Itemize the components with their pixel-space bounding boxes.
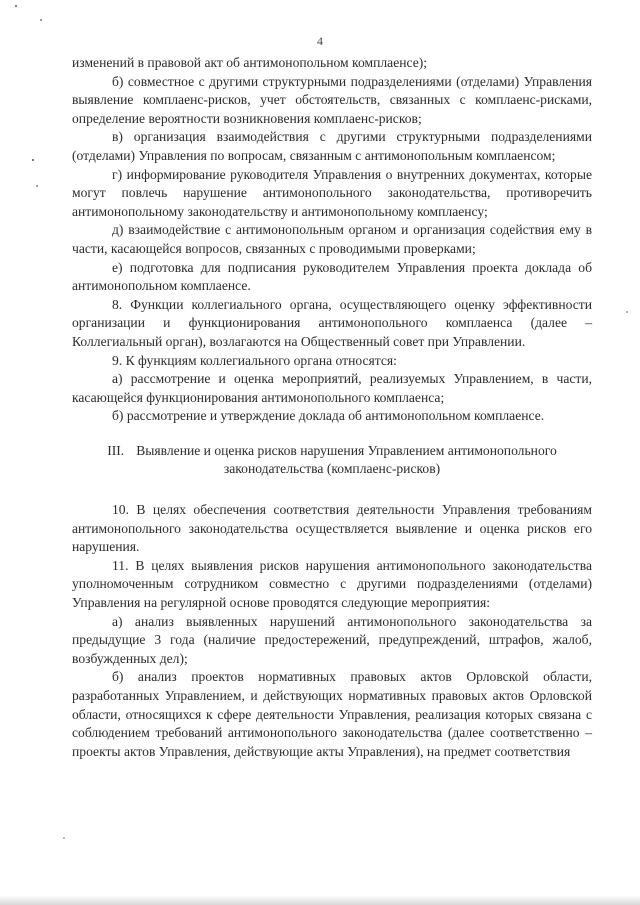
page-number: 4 <box>317 34 323 48</box>
paragraph: 11. В целях выявления рисков нарушения антимонопольного законодательства уполномоченным сотрудником совместно с другими подразделениями (отделами) Управления на регулярной основе проводятся следующие мероприятия: <box>72 557 592 611</box>
paragraph: изменений в правовой акт об антимонопольном комплаенсе); <box>72 55 428 70</box>
paragraph: 9. К функциям коллегиального органа относятся: <box>112 352 397 368</box>
scan-speck <box>32 159 34 161</box>
paragraph: б) рассмотрение и утверждение доклада об антимонопольном комплаенсе. <box>112 408 545 424</box>
section-title-line-1: Выявление и оценка рисков нарушения Управлением антимонопольного <box>136 442 557 458</box>
section-title-line-2: законодательства (комплаенс-рисков) <box>223 461 441 477</box>
section-number: III. <box>107 442 125 458</box>
paragraph: а) анализ выявленных нарушений антимонопольного законодательства за предыдущие 3 года (наличие предостережений, предупреждений, штрафов, жалоб, возбужденных дел); <box>72 613 592 666</box>
paragraph: а) рассмотрение и оценка мероприятий, реализуемых Управлением, в части, касающейся функционирования антимонопольного комплаенса; <box>72 371 592 405</box>
scan-speck <box>36 185 38 187</box>
paragraph: 8. Функции коллегиального органа, осуществляющего оценку эффективности организации и функционирования антимонопольного комплаенса (далее – Коллегиальный орган), возлагаются на Общественный совет при Управлении. <box>72 296 592 349</box>
scan-speck <box>40 19 42 21</box>
paragraph: б) совместное с другими структурными подразделениями (отделами) Управления выявление комплаенс-рисков, учет обстоятельств, связанных с комплаенс-рисками, определение вероятности возникновения комплаенс-рисков; <box>72 73 592 126</box>
scan-bottom-edge <box>0 895 640 905</box>
paragraph: е) подготовка для подписания руководителем Управления проекта доклада об антимонопольном комплаенсе. <box>72 259 592 294</box>
paragraph: в) организация взаимодействия с другими структурными подразделениями (отделами) Управления по вопросам, связанным с антимонопольным комплаенсом; <box>72 129 592 163</box>
scan-speck <box>15 5 17 7</box>
paragraph: б) анализ проектов нормативных правовых актов Орловской области, разработанных Управлением, и действующих нормативных правовых актов Орловской области, относящихся к сфере деятельности Управления, реализация которых связана с соблюдением требований антимонопольного законодательства (далее соответственно – проекты актов Управления, действующие акты Управления), на предмет соответствия <box>72 669 592 759</box>
scan-speck <box>63 837 65 839</box>
scan-speck <box>626 311 628 313</box>
paragraph: г) информирование руководителя Управления о внутренних документах, которые могут повлечь нарушение антимонопольного законодательства, противоречить антимонопольному законодательству и антимонопольному комплаенсу; <box>72 166 592 219</box>
paragraph: 10. В целях обеспечения соответствия деятельности Управления требованиям антимонопольного законодательства осуществляется выявление и оценка рисков его нарушения. <box>72 502 592 555</box>
paragraph: д) взаимодействие с антимонопольным органом и организация содействия ему в части, касающейся вопросов, связанных с проводимыми проверками; <box>72 222 592 256</box>
